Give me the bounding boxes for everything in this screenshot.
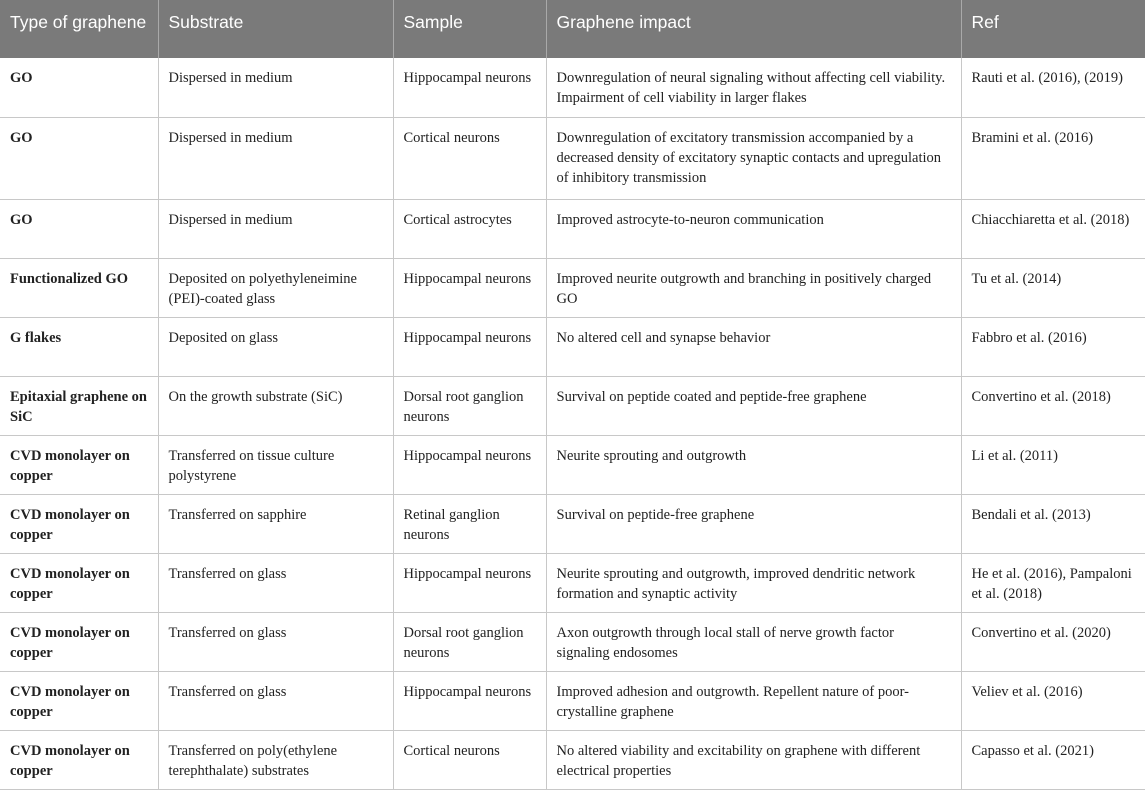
table-row <box>0 553 1145 612</box>
cell-substrate: Dispersed in medium <box>158 199 393 258</box>
table-row <box>0 494 1145 553</box>
cell-substrate: Transferred on glass <box>158 553 393 612</box>
header-ref: Ref <box>961 0 1145 58</box>
table-row <box>0 612 1145 671</box>
cell-substrate: On the growth substrate (SiC) <box>158 376 393 435</box>
cell-ref: Veliev et al. (2016) <box>961 671 1145 730</box>
cell-substrate: Transferred on tissue culture polystyrene <box>158 435 393 494</box>
cell-impact: Downregulation of neural signaling without affecting cell viability. Impairment of cell viability in larger flakes <box>546 58 961 117</box>
cell-type: CVD monolayer on copper <box>0 612 158 671</box>
table-row <box>0 376 1145 435</box>
header-type: Type of graphene <box>0 0 158 58</box>
cell-ref: Capasso et al. (2021) <box>961 730 1145 789</box>
table-row <box>0 199 1145 258</box>
cell-sample: Hippocampal neurons <box>393 435 546 494</box>
cell-impact: Improved neurite outgrowth and branching in positively charged GO <box>546 258 961 317</box>
cell-type: GO <box>0 58 158 117</box>
header-impact: Graphene impact <box>546 0 961 58</box>
table-row <box>0 730 1145 789</box>
header-sample: Sample <box>393 0 546 58</box>
cell-sample: Hippocampal neurons <box>393 317 546 376</box>
cell-ref: He et al. (2016), Pampaloni et al. (2018) <box>961 553 1145 612</box>
cell-substrate: Deposited on glass <box>158 317 393 376</box>
cell-type: GO <box>0 117 158 199</box>
cell-impact: Improved adhesion and outgrowth. Repellent nature of poor-crystalline graphene <box>546 671 961 730</box>
cell-impact: Improved astrocyte-to-neuron communication <box>546 199 961 258</box>
cell-impact: Neurite sprouting and outgrowth, improved dendritic network formation and synaptic activity <box>546 553 961 612</box>
cell-sample: Hippocampal neurons <box>393 553 546 612</box>
cell-type: Epitaxial graphene on SiC <box>0 376 158 435</box>
cell-substrate: Dispersed in medium <box>158 58 393 117</box>
table-row <box>0 671 1145 730</box>
cell-ref: Tu et al. (2014) <box>961 258 1145 317</box>
cell-sample: Retinal ganglion neurons <box>393 494 546 553</box>
cell-ref: Bramini et al. (2016) <box>961 117 1145 199</box>
cell-sample: Hippocampal neurons <box>393 258 546 317</box>
cell-type: Functionalized GO <box>0 258 158 317</box>
cell-sample: Dorsal root ganglion neurons <box>393 612 546 671</box>
cell-ref: Chiacchiaretta et al. (2018) <box>961 199 1145 258</box>
cell-type: CVD monolayer on copper <box>0 435 158 494</box>
cell-substrate: Transferred on glass <box>158 671 393 730</box>
header-row <box>0 0 1145 58</box>
cell-type: G flakes <box>0 317 158 376</box>
table-row <box>0 435 1145 494</box>
cell-type: CVD monolayer on copper <box>0 671 158 730</box>
cell-ref: Li et al. (2011) <box>961 435 1145 494</box>
cell-impact: Axon outgrowth through local stall of nerve growth factor signaling endosomes <box>546 612 961 671</box>
cell-sample: Dorsal root ganglion neurons <box>393 376 546 435</box>
cell-ref: Convertino et al. (2018) <box>961 376 1145 435</box>
cell-impact: Survival on peptide-free graphene <box>546 494 961 553</box>
cell-substrate: Dispersed in medium <box>158 117 393 199</box>
cell-sample: Hippocampal neurons <box>393 671 546 730</box>
cell-ref: Fabbro et al. (2016) <box>961 317 1145 376</box>
cell-type: GO <box>0 199 158 258</box>
cell-type: CVD monolayer on copper <box>0 494 158 553</box>
header-substrate: Substrate <box>158 0 393 58</box>
table-row <box>0 317 1145 376</box>
table-header <box>0 0 1145 58</box>
cell-type: CVD monolayer on copper <box>0 553 158 612</box>
cell-impact: Survival on peptide coated and peptide-free graphene <box>546 376 961 435</box>
cell-impact: Downregulation of excitatory transmission accompanied by a decreased density of excitatory synaptic contacts and upregulation of inhibitory transmission <box>546 117 961 199</box>
cell-substrate: Deposited on polyethyleneimine (PEI)-coated glass <box>158 258 393 317</box>
table-row <box>0 117 1145 199</box>
cell-impact: Neurite sprouting and outgrowth <box>546 435 961 494</box>
cell-ref: Bendali et al. (2013) <box>961 494 1145 553</box>
cell-ref: Rauti et al. (2016), (2019) <box>961 58 1145 117</box>
cell-substrate: Transferred on poly(ethylene terephthalate) substrates <box>158 730 393 789</box>
table-row <box>0 58 1145 117</box>
cell-substrate: Transferred on sapphire <box>158 494 393 553</box>
table-body <box>0 58 1145 789</box>
table-row <box>0 258 1145 317</box>
cell-sample: Cortical astrocytes <box>393 199 546 258</box>
cell-sample: Cortical neurons <box>393 117 546 199</box>
cell-type: CVD monolayer on copper <box>0 730 158 789</box>
cell-sample: Cortical neurons <box>393 730 546 789</box>
cell-ref: Convertino et al. (2020) <box>961 612 1145 671</box>
cell-impact: No altered cell and synapse behavior <box>546 317 961 376</box>
cell-substrate: Transferred on glass <box>158 612 393 671</box>
cell-sample: Hippocampal neurons <box>393 58 546 117</box>
cell-impact: No altered viability and excitability on graphene with different electrical properties <box>546 730 961 789</box>
